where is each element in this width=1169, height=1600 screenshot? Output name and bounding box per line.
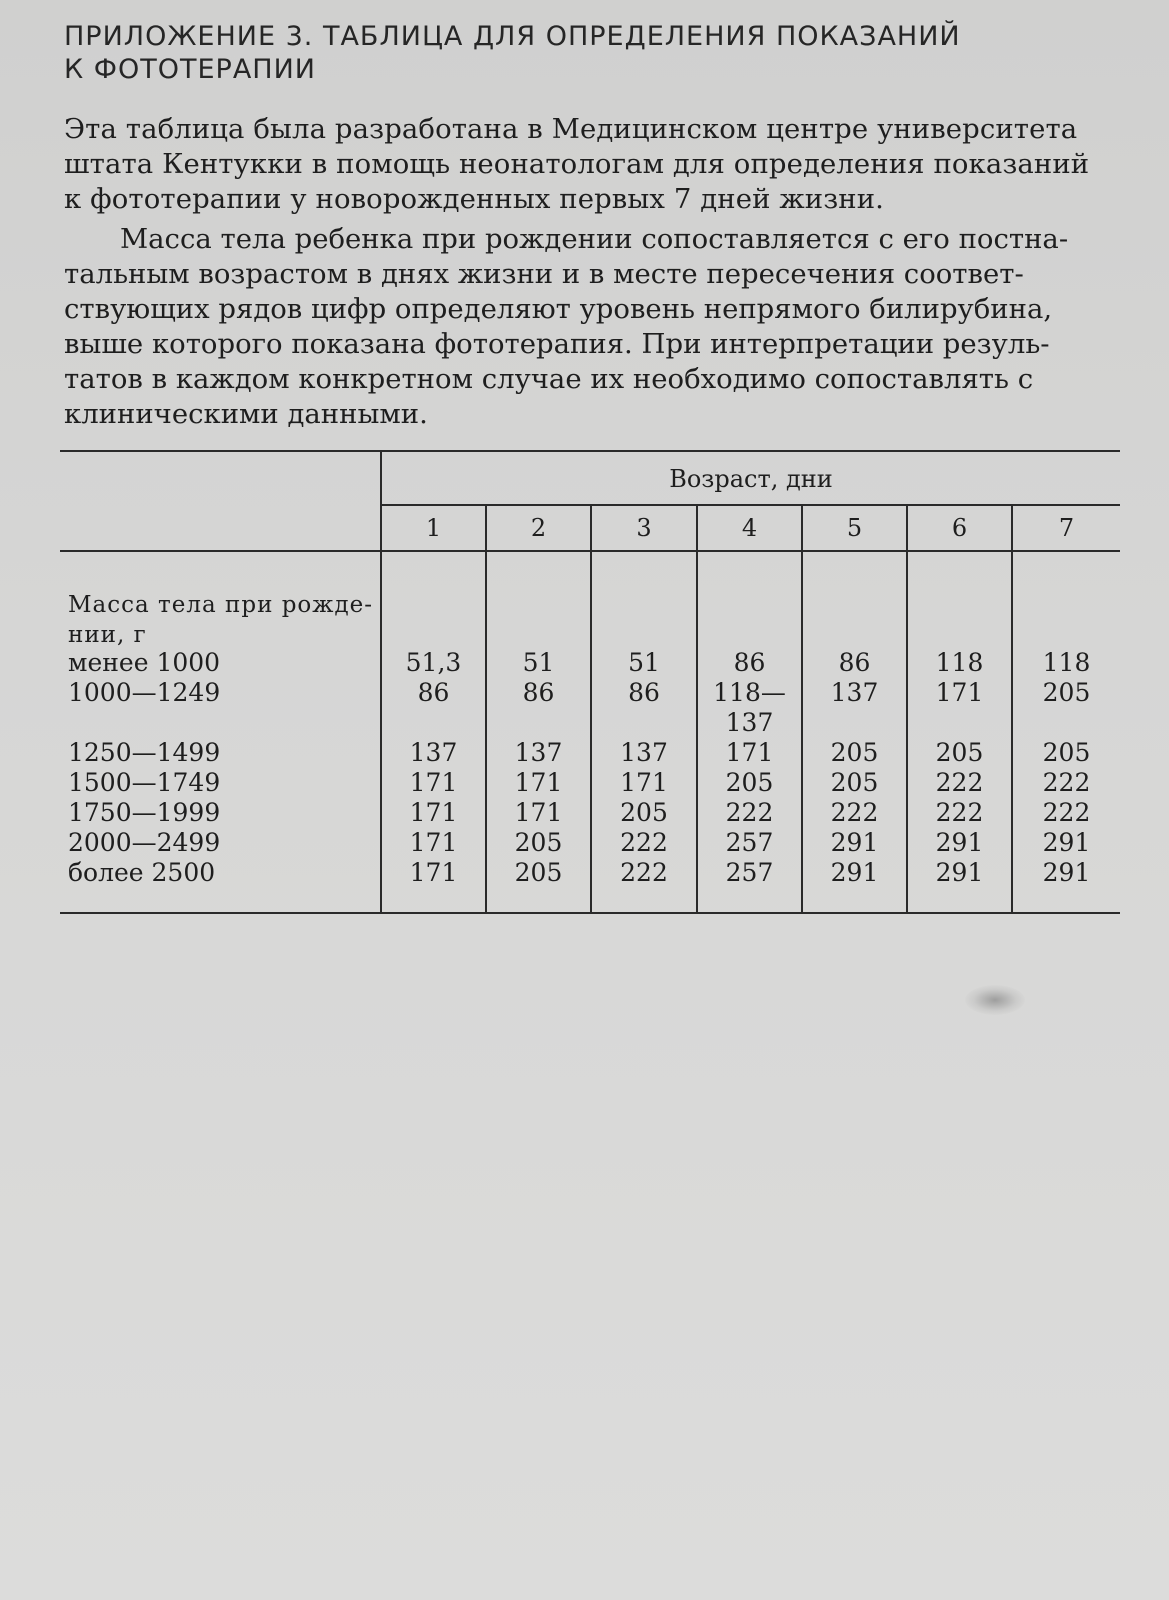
row-label: более 2500 [68,858,216,887]
day-header: 5 [846,514,863,542]
text-line: ствующих рядов цифр определяют уровень непрямого билирубина, [64,293,1053,325]
text-line: Масса тела ребенка при рождении сопоставляется с его постна- [120,223,1069,255]
table-top-rule [60,450,1120,452]
day-header: 7 [1058,514,1075,542]
text-line: тальным возрастом в днях жизни и в месте пересечения соответ- [64,258,1024,290]
text-line: клиническими данными. [64,398,428,430]
table-cell: 205 [830,768,879,797]
table-cell: 222 [725,798,774,827]
table-cell: 171 [620,768,668,797]
table-cell: 171 [409,858,458,887]
table-cell: 291 [830,858,879,887]
table-cell: 86 [733,648,766,677]
table-cell: 171 [725,738,774,767]
table-cell: 118— [713,678,786,707]
table-cell: 222 [1042,798,1091,827]
table-cell: 171 [514,768,563,797]
phototherapy-table [60,460,1140,935]
table-cell: 51,3 [405,648,462,677]
table-cell: 137 [620,738,668,767]
text-line: татов в каждом конкретном случае их необходимо сопоставлять с [64,363,1034,395]
table-cell: 291 [935,828,984,857]
day-header: 3 [636,514,652,542]
table-cell: 291 [830,828,879,857]
table-cell: 291 [1042,828,1091,857]
table-cell: 205 [935,738,984,767]
table-cell: 86 [417,678,450,707]
appendix-title-line: ПРИЛОЖЕНИЕ 3. ТАБЛИЦА ДЛЯ ОПРЕДЕЛЕНИЯ ПОКАЗАНИЙ [64,21,961,52]
table-cell: 137 [514,738,563,767]
group-header-rule [382,504,1120,506]
table-cell: 118 [935,648,984,677]
row-label: 2000—2499 [68,828,221,857]
table-cell: 137 [830,678,879,707]
table-cell: 257 [725,858,774,887]
table-cell: 222 [620,858,668,887]
table-cell: 86 [838,648,871,677]
appendix-title-line: К ФОТОТЕРАПИИ [64,54,316,85]
table-cell: 222 [620,828,668,857]
table-cell: 205 [1042,678,1091,707]
text-line: штата Кентукки в помощь неонатологам для определения показаний [64,148,1090,180]
table-cell: 171 [409,828,458,857]
table-cell: 86 [522,678,555,707]
birth-weight-header-line: нии, г [68,622,147,648]
table-cell: 222 [935,798,984,827]
table-cell: 51 [628,648,660,677]
table-cell: 205 [514,858,563,887]
table-cell: 205 [725,768,774,797]
row-label: 1250—1499 [68,738,221,767]
row-label: 1750—1999 [68,798,221,827]
table-cell: 137 [409,738,458,767]
column-group-header: Возраст, дни [669,465,833,493]
day-header: 2 [530,514,547,542]
page-smudge [965,985,1025,1015]
row-label: 1000—1249 [68,678,221,707]
birth-weight-header-line: Масса тела при рожде- [68,592,373,618]
table-cell: 257 [725,828,774,857]
day-header: 6 [951,514,968,542]
table-cell: 171 [409,768,458,797]
birth-weight-header [68,590,373,650]
table-cell: 222 [830,798,879,827]
text-line: Эта таблица была разработана в Медицинском центре университета [64,113,1078,145]
row-label: 1500—1749 [68,768,221,797]
day-header: 4 [741,514,758,542]
table-cell: 118 [1042,648,1091,677]
table-cell: 222 [935,768,984,797]
table-cell: 205 [620,798,668,827]
row-label: менее 1000 [68,648,221,677]
table-cell: 291 [935,858,984,887]
table-cell: 205 [514,828,563,857]
table-cell: 171 [409,798,458,827]
text-line: к фототерапии у новорожденных первых 7 дней жизни. [64,183,884,215]
table-cell: 222 [1042,768,1091,797]
table-cell: 171 [514,798,563,827]
text-line: выше которого показана фототерапия. При интерпретации резуль- [64,328,1050,360]
table-cell: 205 [830,738,879,767]
table-cell: 291 [1042,858,1091,887]
table-cell: 86 [628,678,660,707]
intro-paragraph-1 [64,112,1144,217]
table-cell-continuation: 137 [725,708,774,737]
appendix-title [64,20,1124,86]
intro-paragraph-2 [64,222,1144,432]
day-header: 1 [425,514,442,542]
table-cell: 51 [522,648,555,677]
table-cell: 171 [935,678,984,707]
table-cell: 205 [1042,738,1091,767]
